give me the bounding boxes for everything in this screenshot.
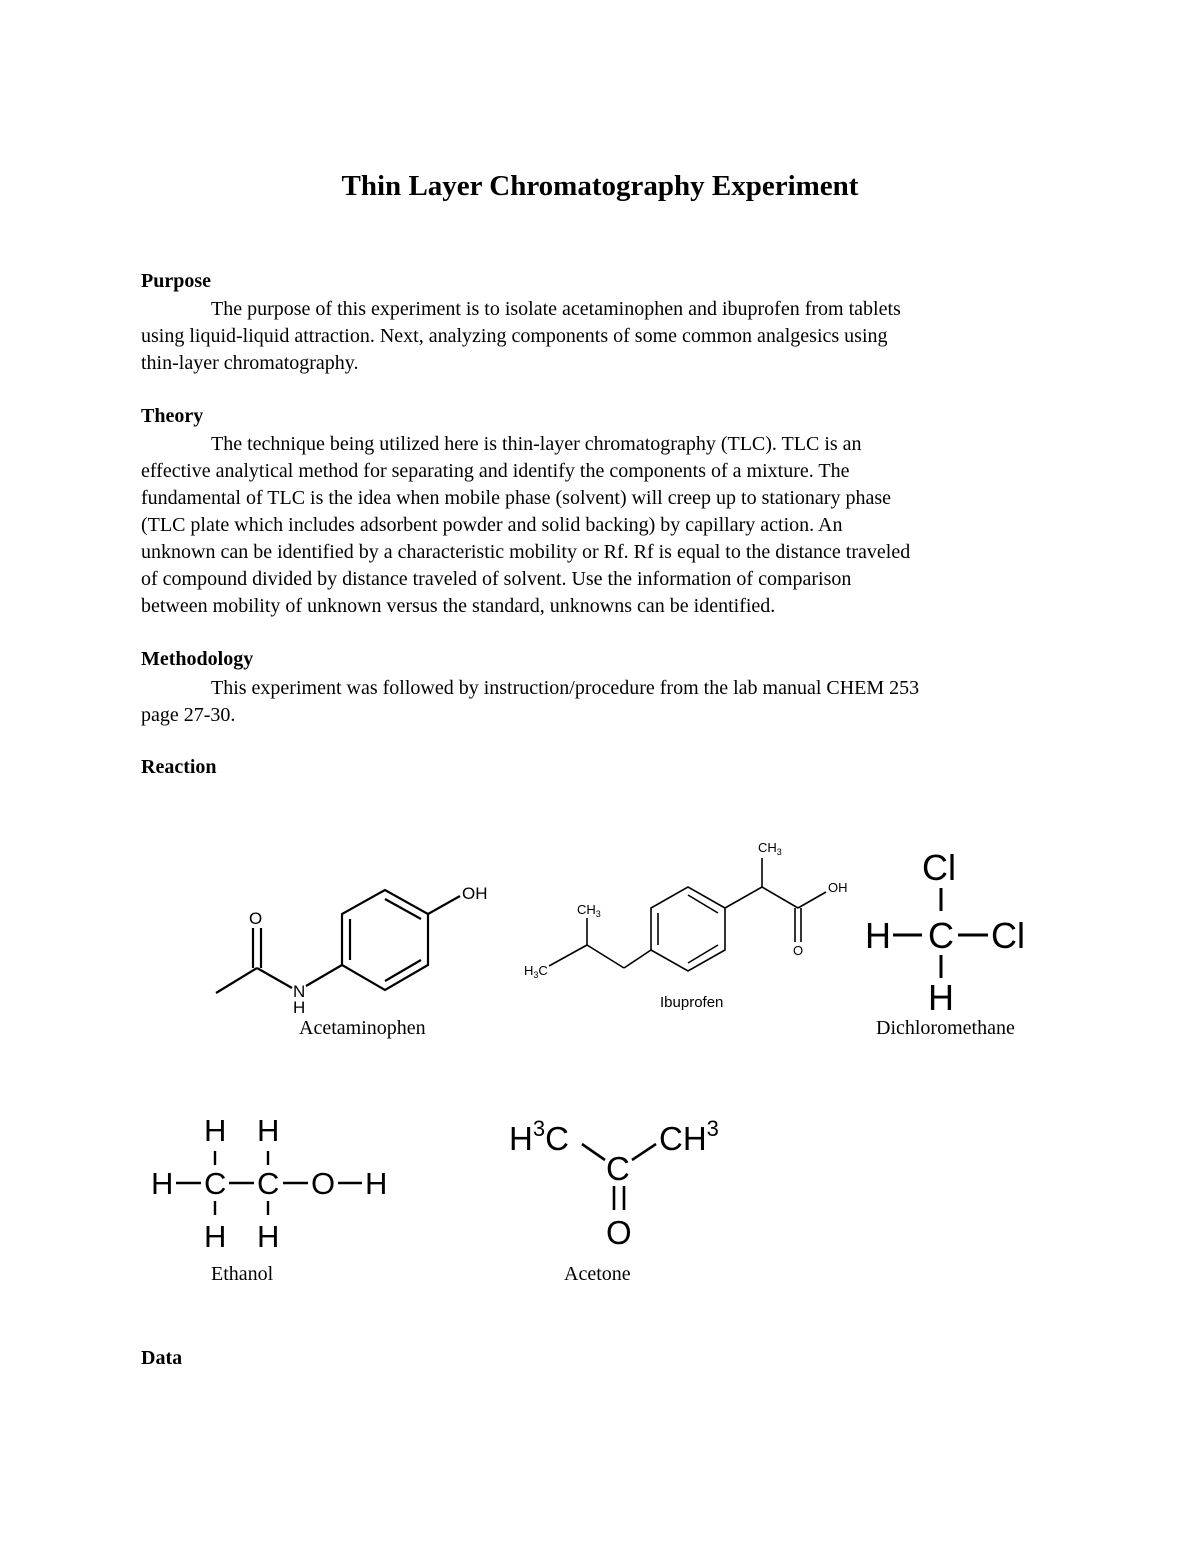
ibuprofen-ring-double: [688, 945, 718, 963]
acetaminophen-ring: [342, 890, 428, 990]
ibuprofen-bond: [762, 887, 798, 908]
acetone-bond: [582, 1144, 605, 1160]
methodology-heading: Methodology: [141, 648, 254, 670]
ibuprofen-bond: [549, 945, 587, 966]
acetaminophen-n-label: N: [293, 982, 306, 1001]
ibuprofen-caption: Ibuprofen: [660, 994, 724, 1011]
dichloromethane-cl-top-label: Cl: [922, 847, 956, 888]
ibuprofen-bond: [798, 892, 826, 908]
acetone-c-label: C: [606, 1150, 630, 1187]
acetaminophen-structure: [216, 884, 488, 1017]
ibuprofen-structure: [524, 840, 848, 1011]
methodology-line: page 27-30.: [141, 704, 236, 726]
theory-line: of compound divided by distance traveled of solvent. Use the information of comparison: [141, 568, 852, 590]
acetone-ch3-label: $CH^3$: [659, 1116, 719, 1157]
methodology-line: This experiment was followed by instruction/procedure from the lab manual CHEM 253: [211, 677, 920, 699]
acetaminophen-oh-label: OH: [462, 884, 488, 903]
purpose-line: The purpose of this experiment is to isolate acetaminophen and ibuprofen from tablets: [211, 298, 901, 320]
theory-line: effective analytical method for separating and identify the components of a mixture. The: [141, 460, 850, 482]
theory-line: between mobility of unknown versus the standard, unknowns can be identified.: [141, 595, 776, 617]
ibuprofen-h3c-label: $H_3C$: [524, 963, 548, 980]
page-title: Thin Layer Chromatography Experiment: [341, 170, 859, 202]
theory-line: unknown can be identified by a characteristic mobility or Rf. Rf is equal to the distance traveled: [141, 541, 911, 563]
acetaminophen-bond: [428, 896, 460, 914]
ibuprofen-ring-double: [688, 895, 718, 913]
acetaminophen-o-label: O: [249, 909, 263, 928]
ibuprofen-ring: [651, 887, 725, 971]
ibuprofen-bond: [624, 950, 651, 968]
ethanol-h-label: H: [204, 1113, 227, 1148]
dichloromethane-h-left-label: H: [865, 915, 891, 956]
purpose-line: using liquid-liquid attraction. Next, analyzing components of some common analgesics using: [141, 325, 888, 347]
theory-line: The technique being utilized here is thin-layer chromatography (TLC). TLC is an: [211, 433, 862, 455]
acetaminophen-ring-double: [385, 960, 421, 981]
acetone-structure: [509, 1116, 719, 1251]
ibuprofen-oh-label: OH: [828, 880, 848, 895]
data-heading: Data: [141, 1347, 183, 1369]
acetone-o-label: O: [606, 1214, 632, 1251]
ethanol-h-label: H: [257, 1219, 280, 1254]
acetaminophen-bond: [257, 968, 292, 988]
ethanol-o-label: O: [311, 1166, 336, 1201]
ibuprofen-o-label: O: [793, 943, 804, 958]
dichloromethane-structure: [865, 847, 1025, 1018]
ibuprofen-bond: [587, 945, 624, 968]
acetone-h3c-label: $H^3C$: [509, 1116, 569, 1157]
dichloromethane-h-bottom-label: H: [928, 977, 954, 1018]
purpose-heading: Purpose: [141, 270, 211, 292]
ethanol-c-label: C: [257, 1166, 280, 1201]
dichloromethane-caption: Dichloromethane: [876, 1017, 1015, 1039]
ethanol-caption: Ethanol: [211, 1263, 274, 1285]
ethanol-structure: [151, 1113, 387, 1254]
theory-line: fundamental of TLC is the idea when mobile phase (solvent) will creep up to stationary phase: [141, 487, 891, 509]
acetone-bond: [632, 1144, 656, 1160]
acetaminophen-caption: Acetaminophen: [299, 1017, 426, 1039]
ethanol-h-label: H: [257, 1113, 280, 1148]
ethanol-c-label: C: [204, 1166, 227, 1201]
ibuprofen-ch3-left-label: $CH_3$: [577, 902, 601, 919]
theory-heading: Theory: [141, 405, 204, 427]
dichloromethane-cl-right-label: Cl: [991, 915, 1025, 956]
acetaminophen-bond: [216, 968, 257, 993]
acetaminophen-bond: [306, 965, 342, 986]
ibuprofen-ch3-top-label: $CH_3$: [758, 840, 782, 857]
theory-line: (TLC plate which includes adsorbent powder and solid backing) by capillary action. An: [141, 514, 843, 536]
ethanol-h-label: H: [204, 1219, 227, 1254]
ethanol-h-label: H: [151, 1166, 174, 1201]
acetaminophen-ring-double: [385, 899, 421, 919]
ethanol-h-label: H: [365, 1166, 388, 1201]
dichloromethane-c-label: C: [928, 915, 954, 956]
ibuprofen-bond: [725, 887, 762, 908]
acetone-caption: Acetone: [564, 1263, 631, 1285]
acetaminophen-h-label: H: [293, 998, 306, 1017]
reaction-heading: Reaction: [141, 756, 217, 778]
purpose-line: thin-layer chromatography.: [141, 352, 359, 374]
